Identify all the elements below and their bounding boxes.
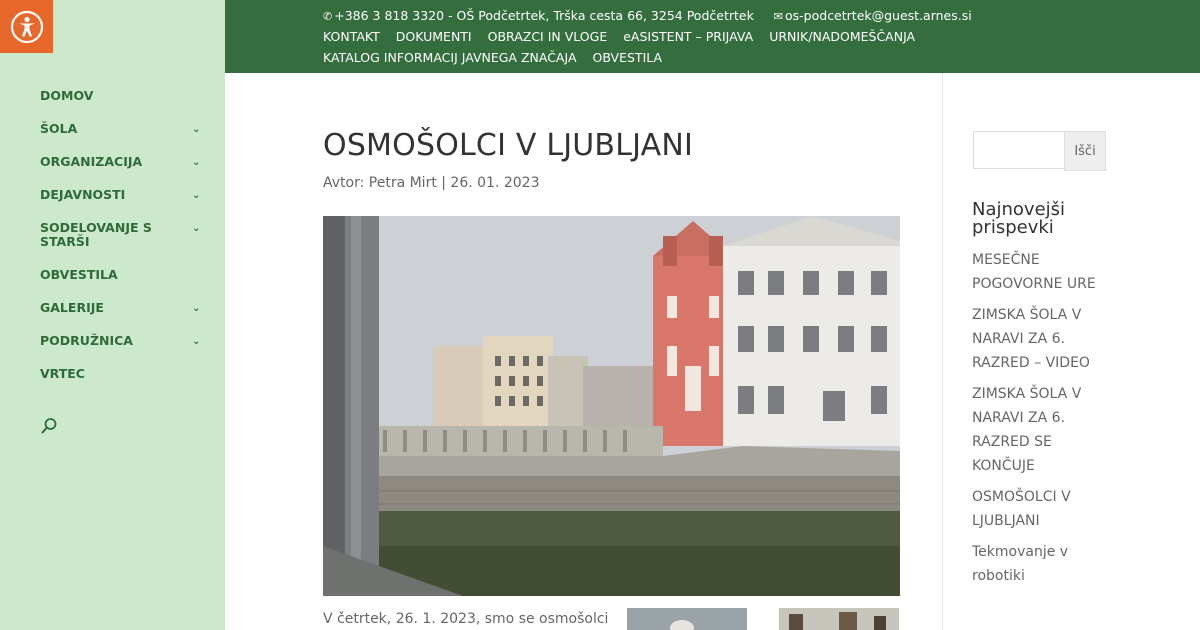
recent-post-link[interactable]: ZIMSKA ŠOLA V NARAVI ZA 6. RAZRED – VIDEO: [972, 307, 1090, 371]
menu-item-vrtec[interactable]: [40, 367, 205, 381]
top-nav-row-2: [323, 50, 963, 65]
chevron-down-icon[interactable]: ⌄: [192, 190, 201, 201]
gallery-thumbnail[interactable]: [627, 608, 747, 630]
ljubljana-photo: [323, 216, 900, 596]
phone-text: +386 3 818 3320 - OŠ Podčetrtek, Trška cesta 66, 3254 Podčetrtek: [334, 8, 754, 23]
gallery-thumbnail[interactable]: [779, 608, 899, 630]
accessibility-icon: [10, 10, 44, 44]
menu-item-galerije[interactable]: [40, 301, 205, 315]
menu-item-label: DOMOV: [40, 88, 94, 103]
menu-item-label: SODELOVANJE S STARŠI: [40, 220, 152, 249]
menu-item-label: DEJAVNOSTI: [40, 187, 126, 202]
email-link[interactable]: os-podcetrtek@guest.arnes.si: [785, 8, 972, 23]
chevron-down-icon[interactable]: ⌄: [192, 336, 201, 347]
menu-item-organizacija[interactable]: [40, 155, 205, 169]
nav-obvestila[interactable]: OBVESTILA: [592, 50, 663, 65]
menu-item-podruznica[interactable]: [40, 334, 205, 348]
nav-katalog[interactable]: KATALOG INFORMACIJ JAVNEGA ZNAČAJA: [323, 50, 577, 65]
left-sidebar: [0, 0, 225, 630]
sidebar-search-button[interactable]: [40, 417, 58, 439]
thumbnail-image: [627, 608, 747, 630]
menu-item-sodelovanje[interactable]: [40, 221, 205, 249]
widget-search-button[interactable]: Išči: [1064, 131, 1106, 171]
widget-search-input[interactable]: [973, 131, 1064, 169]
top-nav-row-1: [323, 29, 963, 44]
menu-item-label: PODRUŽNICA: [40, 333, 133, 348]
phone-icon: ✆: [323, 10, 333, 23]
recent-post-link[interactable]: ZIMSKA ŠOLA V NARAVI ZA 6. RAZRED SE KONČUJE: [972, 386, 1082, 474]
chevron-down-icon[interactable]: ⌄: [192, 223, 201, 234]
recent-posts-title: Najnovejši prispevki: [972, 199, 1066, 238]
menu-item-label: ORGANIZACIJA: [40, 154, 143, 169]
featured-image[interactable]: [323, 216, 900, 596]
accessibility-button[interactable]: [0, 0, 53, 53]
recent-post-link[interactable]: Tekmovanje v robotiki: [972, 544, 1069, 584]
thumbnail-image: [779, 608, 899, 630]
email-icon: ✉: [773, 10, 783, 23]
menu-item-label: OBVESTILA: [40, 267, 118, 282]
nav-obrazci[interactable]: OBRAZCI IN VLOGE: [487, 29, 608, 44]
chevron-down-icon[interactable]: ⌄: [192, 303, 201, 314]
recent-post-link[interactable]: OSMOŠOLCI V LJUBLJANI: [972, 489, 1071, 529]
recent-posts-list: [972, 248, 1112, 595]
recent-post-link[interactable]: MESEČNE POGOVORNE URE: [972, 252, 1096, 292]
chevron-down-icon[interactable]: ⌄: [192, 157, 201, 168]
nav-urnik[interactable]: URNIK/NADOMEŠČANJA: [769, 29, 916, 44]
top-header: [225, 0, 1200, 73]
menu-item-sola[interactable]: [40, 122, 205, 136]
sidebar-divider: [942, 73, 943, 630]
menu-item-dejavnosti[interactable]: [40, 188, 205, 202]
nav-easistent[interactable]: eASISTENT – PRIJAVA: [623, 29, 754, 44]
nav-kontakt[interactable]: KONTAKT: [323, 29, 380, 44]
chevron-down-icon[interactable]: ⌄: [192, 124, 201, 135]
menu-item-label: VRTEC: [40, 366, 85, 381]
search-icon: [40, 417, 58, 435]
page-title: OSMOŠOLCI V LJUBLJANI: [323, 128, 694, 163]
menu-item-label: ŠOLA: [40, 121, 78, 136]
contact-info: [323, 8, 972, 23]
nav-dokumenti[interactable]: DOKUMENTI: [395, 29, 472, 44]
post-meta: Avtor: Petra Mirt | 26. 01. 2023: [323, 175, 540, 191]
menu-item-obvestila[interactable]: [40, 268, 205, 282]
menu-item-label: GALERIJE: [40, 300, 104, 315]
post-excerpt: V četrtek, 26. 1. 2023, smo se osmošolci: [323, 611, 609, 627]
menu-item-domov[interactable]: [40, 89, 205, 103]
